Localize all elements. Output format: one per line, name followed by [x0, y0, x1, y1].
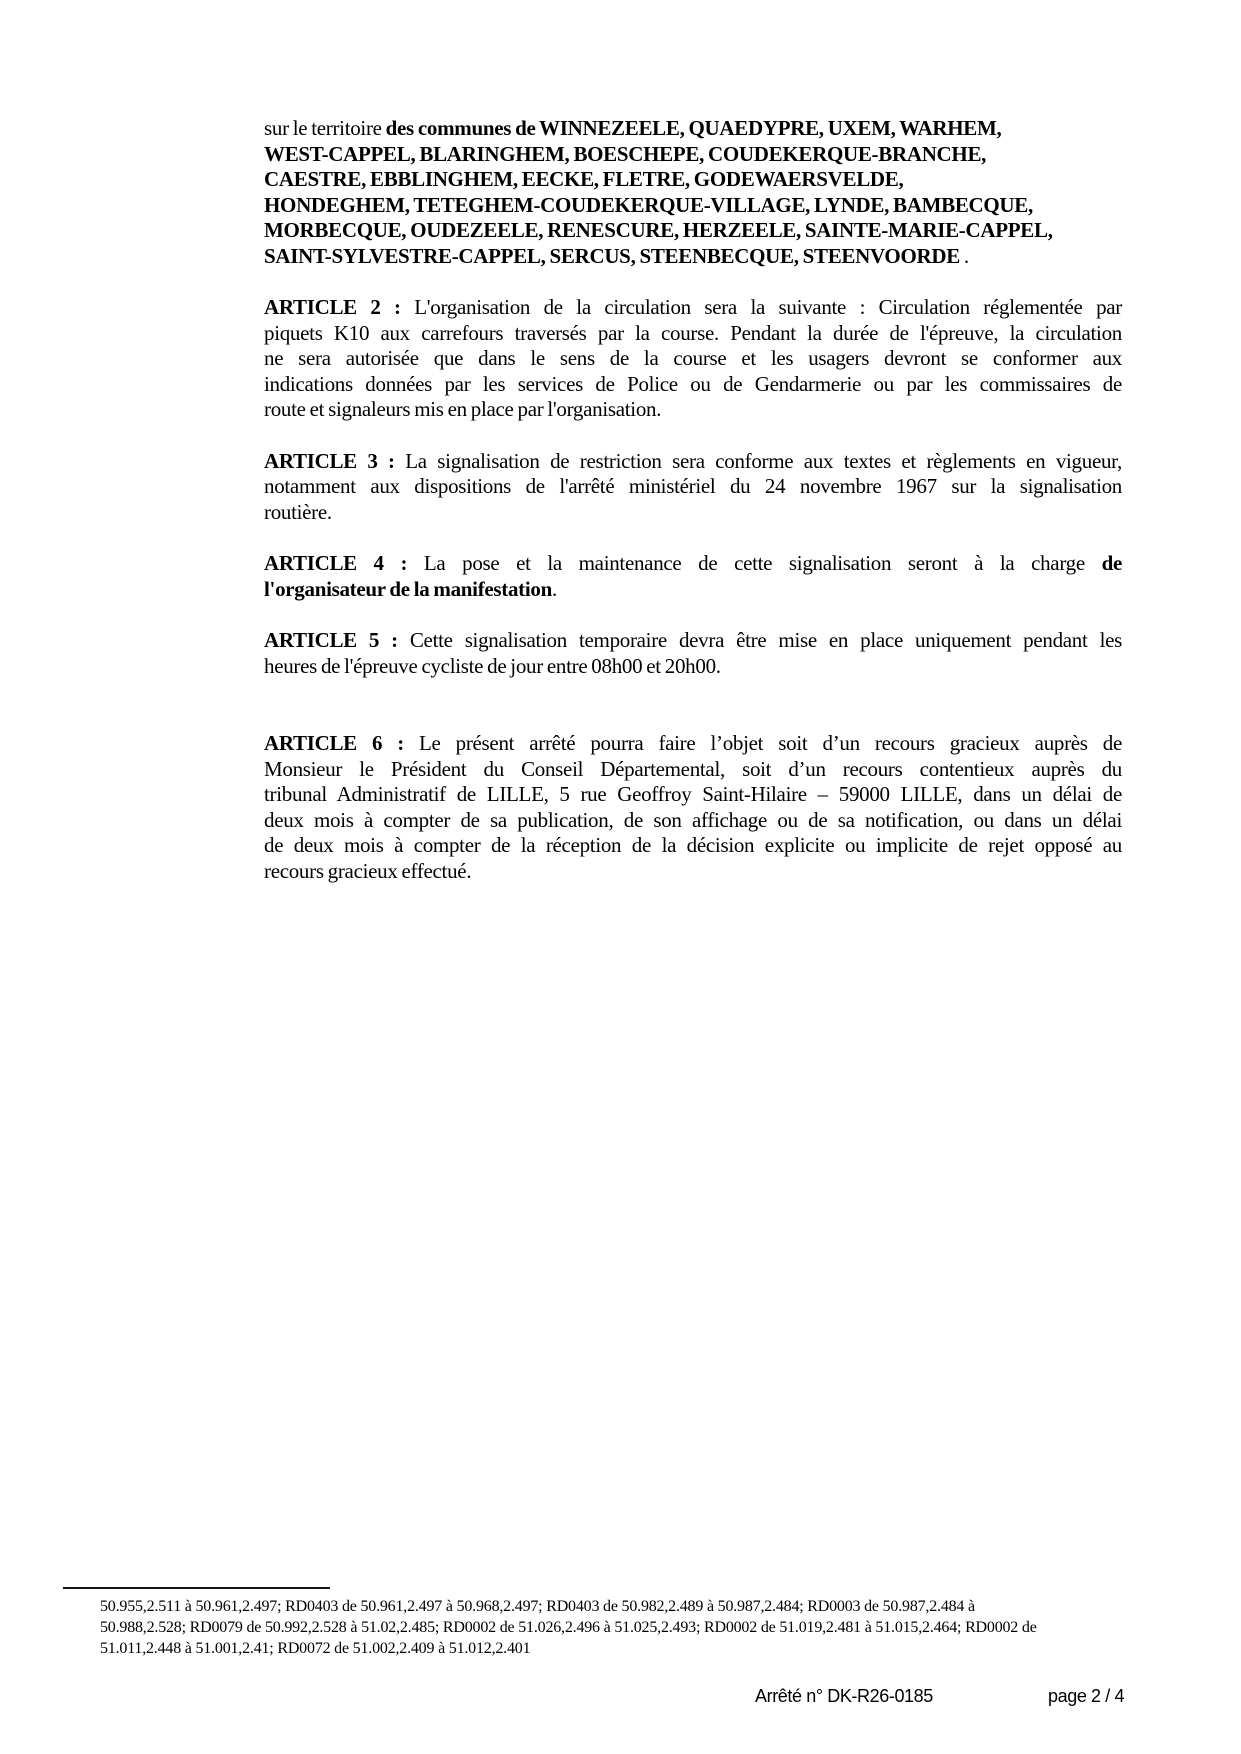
text-run: .: [552, 576, 557, 601]
bold-text-run: ARTICLE 5 :: [264, 628, 398, 652]
text-run: tribunal Administratif de LILLE, 5 rue Geoffroy Saint-Hilaire – 59000 LILLE, dans un délai de: [264, 782, 1122, 806]
text-run: La pose et la maintenance de cette signalisation seront à la charge: [407, 551, 1102, 575]
footnote: [100, 1596, 1160, 1659]
text-run: La signalisation de restriction sera conforme aux textes et règlements en vigueur,: [394, 448, 1122, 473]
text-line: [264, 372, 1122, 398]
text-run: sur le territoire: [264, 116, 386, 140]
text-line: [264, 628, 1122, 654]
text-run: notamment aux dispositions de l'arrêté ministériel du 24 novembre 1967 sur la signalisation: [264, 474, 1122, 498]
text-line: [264, 474, 1122, 500]
text-line: [264, 859, 1122, 885]
bold-text-run: ARTICLE 4 :: [264, 551, 408, 575]
text-line: [264, 782, 1122, 808]
bold-text-run: ARTICLE 6 :: [264, 731, 404, 755]
text-run: heures de l'épreuve cycliste de jour entre 08h00 et 20h00.: [264, 653, 721, 678]
text-line: [264, 116, 1122, 142]
text-run: de deux mois à compter de la réception de la décision explicite ou implicite de rejet opposé au: [264, 833, 1122, 857]
text-run: L'organisation de la circulation sera la suivante : Circulation réglementée par: [400, 295, 1122, 319]
text-line: [264, 321, 1122, 347]
text-line: [264, 654, 1122, 680]
paragraph-article-3: [264, 449, 1122, 526]
footnote-line: 50.988,2.528; RD0079 de 50.992,2.528 à 51.02,2.485; RD0002 de 51.026,2.496 à 51.025,2.493; RD0002 de 51.019,2.481 à 51.015,2.464; RD0002 de: [100, 1619, 1037, 1636]
page-footer: [0, 1686, 1241, 1712]
bold-text-run: WEST-CAPPEL, BLARINGHEM, BOESCHEPE, COUDEKERQUE-BRANCHE,: [264, 141, 987, 166]
text-run: route et signaleurs mis en place par l'organisation.: [264, 397, 662, 421]
text-line: [264, 500, 1122, 526]
text-line: [264, 167, 1122, 193]
text-line: [264, 193, 1122, 219]
footnote-line: 50.955,2.511 à 50.961,2.497; RD0403 de 50.961,2.497 à 50.968,2.497; RD0403 de 50.982,2.489 à 50.987,2.484; RD0003 de 50.987,2.484 à: [100, 1598, 975, 1615]
text-run: Le présent arrêté pourra faire l’objet soit d’un recours gracieux auprès de: [403, 731, 1122, 755]
text-line: [264, 731, 1122, 757]
text-line: [264, 577, 1122, 603]
text-line: [264, 551, 1122, 577]
footer-arrete-number: Arrêté n° DK-R26-0185: [755, 1686, 933, 1706]
footnote-line: 51.011,2.448 à 51.001,2.41; RD0072 de 51.002,2.409 à 51.012,2.401: [100, 1640, 531, 1657]
text-run: ne sera autorisée que dans le sens de la course et les usagers devront se conformer aux: [264, 346, 1122, 370]
text-line: [264, 833, 1122, 859]
paragraph-article-5: [264, 628, 1122, 679]
text-run: .: [959, 243, 969, 268]
footer-page-indicator: page 2 / 4: [1048, 1686, 1125, 1706]
text-run: routière.: [264, 499, 332, 524]
text-line: [264, 142, 1122, 168]
bold-text-run: ARTICLE 2 :: [264, 295, 401, 319]
text-run: Monsieur le Président du Conseil Départemental, soit d’un recours contentieux auprès du: [264, 756, 1122, 781]
text-line: [264, 397, 1122, 423]
text-run: indications données par les services de Police ou de Gendarmerie ou par les commissaires de: [264, 371, 1122, 396]
text-run: piquets K10 aux carrefours traversés par la course. Pendant la durée de l'épreuve, la circulation: [264, 320, 1122, 345]
bold-text-run: des communes de WINNEZEELE, QUAEDYPRE, UXEM, WARHEM,: [385, 116, 1002, 140]
paragraph-article-6: [264, 731, 1122, 884]
bold-text-run: de: [1101, 551, 1122, 575]
text-line: [264, 218, 1122, 244]
paragraph-article-2: [264, 295, 1122, 423]
text-line: [264, 244, 1122, 270]
document-body: [264, 116, 1122, 884]
bold-text-run: CAESTRE, EBBLINGHEM, EECKE, FLETRE, GODEWAERSVELDE,: [264, 167, 904, 191]
text-run: Cette signalisation temporaire devra être mise en place uniquement pendant les: [397, 628, 1122, 652]
bold-text-run: ARTICLE 3 :: [264, 448, 395, 473]
text-run: deux mois à compter de sa publication, de son affichage ou de sa notification, ou dans un délai: [264, 807, 1122, 832]
text-line: [264, 757, 1122, 783]
text-line: [264, 346, 1122, 372]
bold-text-run: l'organisateur de la manifestation: [264, 576, 552, 601]
bold-text-run: SAINT-SYLVESTRE-CAPPEL, SERCUS, STEENBECQUE, STEENVOORDE: [264, 243, 960, 268]
paragraph-territoire-communes: [264, 116, 1122, 269]
paragraph-article-4: [264, 551, 1122, 602]
text-line: [264, 295, 1122, 321]
bold-text-run: MORBECQUE, OUDEZEELE, RENESCURE, HERZEELE, SAINTE-MARIE-CAPPEL,: [264, 218, 1053, 242]
footnote-separator: [63, 1587, 330, 1589]
text-line: [264, 449, 1122, 475]
text-run: recours gracieux effectué.: [264, 858, 472, 883]
bold-text-run: HONDEGHEM, TETEGHEM-COUDEKERQUE-VILLAGE, LYNDE, BAMBECQUE,: [264, 192, 1033, 217]
text-line: [264, 808, 1122, 834]
